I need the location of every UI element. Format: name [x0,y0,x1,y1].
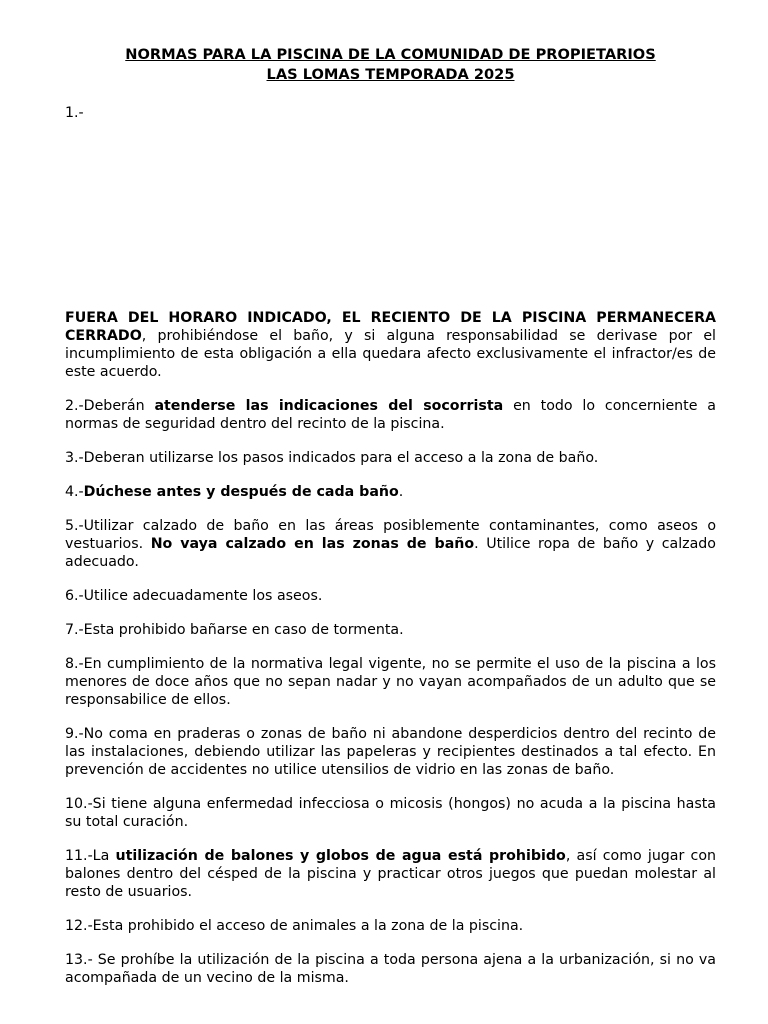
rule-2 [65,397,716,433]
title-line-1: NORMAS PARA LA PISCINA DE LA COMUNIDAD DE PROPIETARIOS [125,46,656,63]
rule-9: 9.-No coma en praderas o zonas de baño ni abandone desperdicios dentro del recinto de las instalaciones, debiendo utilizar las papeleras y recipientes destinados a tal efecto. En prevención de accidentes no utilice utensilios de vidrio en las zonas de baño. [65,726,716,778]
rule-11-pre: 11.-La [65,848,116,864]
rule-5 [65,517,716,571]
rule-2-post: en todo lo concerniente a normas de seguridad dentro del recinto de la piscina. [65,398,717,432]
rule-4 [65,483,716,501]
rule-4-post: . [398,484,404,500]
rule-3: 3.-Deberan utilizarse los pasos indicados para el acceso a la zona de baño. [65,450,599,466]
rule-11-bold: utilización de balones y globos de agua está prohibido [115,848,566,864]
rule-5-pre: 5.-Utilizar calzado de baño en las áreas posiblemente contaminantes, como aseos o vestuarios. [65,518,716,552]
rule-5-bold: No vaya calzado en las zonas de baño [150,536,475,552]
rule-11-post: , así como jugar con balones dentro del césped de la piscina y practicar otros juegos que puedan molestar al resto de usuarios. [65,848,716,900]
rule-5-post: . Utilice ropa de baño y calzado adecuado. [65,536,716,570]
rule-12: 12.-Esta prohibido el acceso de animales a la zona de la piscina. [65,918,524,934]
closed-notice-text: , prohibiéndose el baño, y si alguna responsabilidad se derivase por el incumplimiento de esta obligación a ella quedara afecto exclusivamente el infractor/es de este acuerdo. [65,328,716,380]
rule-4-bold: Dúchese antes y después de cada baño [83,484,399,500]
rule-1-label: 1.- [65,105,84,121]
title-line-2: LAS LOMAS TEMPORADA 2025 [266,66,515,83]
rule-1 [65,104,716,299]
rule-2-pre: 2.-Deberán [65,398,155,414]
rule-7: 7.-Esta prohibido bañarse en caso de tormenta. [65,622,404,638]
closed-notice-bold: FUERA DEL HORARO INDICADO, EL RECIENTO DE LA PISCINA PERMANECERA CERRADO [65,310,716,344]
rule-8: 8.-En cumplimiento de la normativa legal vigente, no se permite el uso de la piscina a los menores de doce años que no sepan nadar y no vayan acompañados de un adulto que se responsabilice de ellos. [65,656,716,708]
closed-notice [65,309,716,381]
rule-4-pre: 4.- [65,484,84,500]
rule-6: 6.-Utilice adecuadamente los aseos. [65,588,323,604]
rule-10: 10.-Si tiene alguna enfermedad infecciosa o micosis (hongos) no acuda a la piscina hasta su total curación. [65,796,716,830]
document-title [65,0,716,85]
rule-13: 13.- Se prohíbe la utilización de la piscina a toda persona ajena a la urbanización, si no va acompañada de un vecino de la misma. [65,952,716,986]
rule-11 [65,847,716,901]
rule-2-bold: atenderse las indicaciones del socorrista [154,398,504,414]
